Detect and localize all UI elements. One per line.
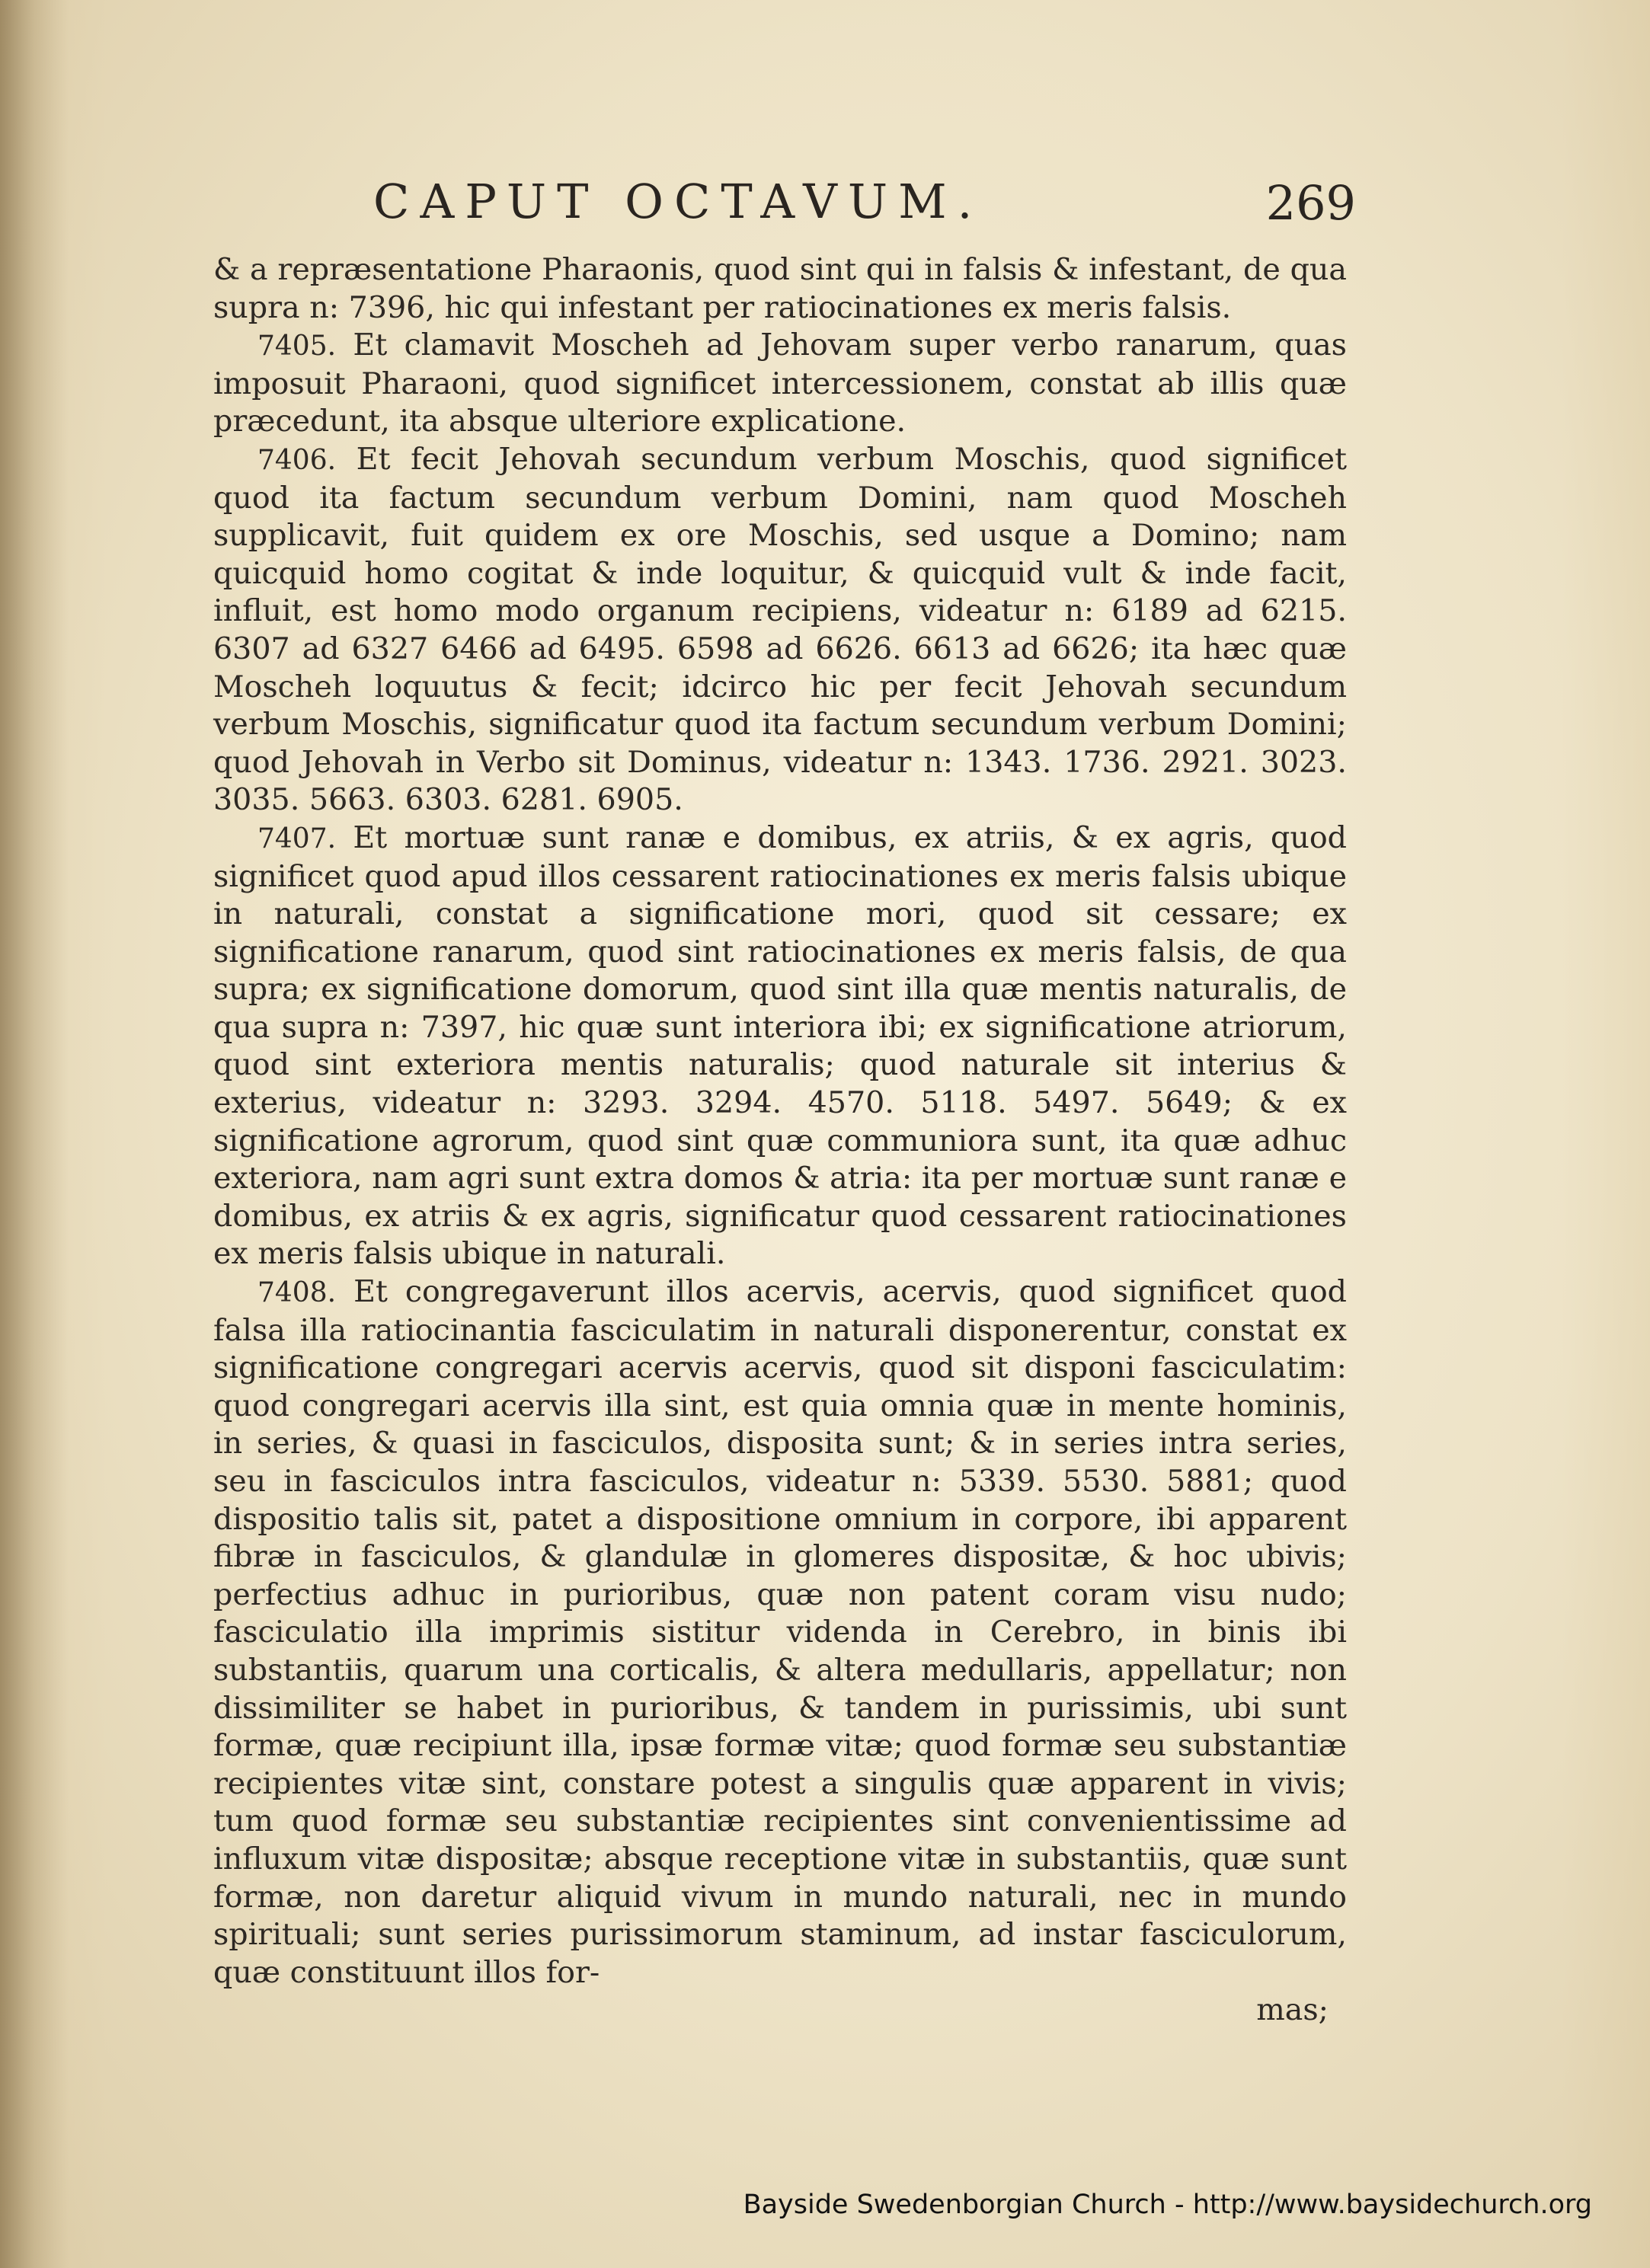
- paragraph-text: Et fecit Jehovah secundum verbum Moschis, quod significet quod ita factum secundum verbum Domini, nam quod Moscheh supplicavit, fuit quidem ex ore Moschis, sed usque a Domino; nam quicquid homo cogitat & inde loquitur, & quicquid vult & inde facit, influit, est homo modo organum recipiens, videatur n: 6189 ad 6215. 6307 ad 6327 6466 ad 6495. 6598 ad 6626. 6613 ad 6626; ita hæc quæ Moscheh loquutus & fecit; idcirco hic per fecit Jehovah secundum verbum Moschis, significatur quod ita factum secundum verbum Domini; quod Jehovah in Verbo sit Dominus, videatur n: 1343. 1736. 2921. 3023. 3035. 5663. 6303. 6281. 6905.: [213, 441, 1347, 818]
- running-head: CAPUT OCTAVUM.: [373, 174, 983, 229]
- watermark-credit: Bayside Swedenborgian Church - http://www.baysidechurch.org: [743, 2190, 1592, 2220]
- catchword: mas;: [1256, 1992, 1329, 2028]
- paragraph-7407: [213, 819, 1347, 1273]
- paragraph-number: 7407.: [257, 823, 337, 854]
- page-number: 269: [1265, 175, 1356, 231]
- body-text: [213, 251, 1347, 2030]
- paragraph-7405: [213, 327, 1347, 441]
- binding-shadow: [0, 0, 69, 2268]
- paragraph-text: Et mortuæ sunt ranæ e domibus, ex atriis, & ex agris, quod significet quod apud illos cessarent ratiocinationes ex meris falsis ubique in naturali, constat a significatione mori, quod sit cessare; ex significatione ranarum, quod sint ratiocinationes ex meris falsis, de qua supra; ex significatione domorum, quod sint illa quæ mentis naturalis, de qua supra n: 7397, hic quæ sunt interiora ibi; ex significatione atriorum, quod sint exteriora mentis naturalis; quod naturale sit interius & exterius, videatur n: 3293. 3294. 4570. 5118. 5497. 5649; & ex significatione agrorum, quod sint quæ communiora sunt, ita quæ adhuc exteriora, nam agri sunt extra domos & atria: ita per mortuæ sunt ranæ e domibus, ex atriis & ex agris, significatur quod cessarent ratiocinationes ex meris falsis ubique in naturali.: [213, 819, 1347, 1272]
- page-header: [373, 174, 1356, 242]
- paragraph-number: 7406.: [257, 444, 337, 476]
- paragraph-number: 7408.: [257, 1277, 337, 1309]
- paragraph-text: & a repræsentatione Pharaonis, quod sint qui in falsis & infestant, de qua supra n: 7396, hic qui infestant per ratiocinationes ex meris falsis.: [213, 252, 1347, 325]
- paragraph-text: Et clamavit Moscheh ad Jehovam super verbo ranarum, quas imposuit Pharaoni, quod significet intercessionem, constat ab illis quæ præcedunt, ita absque ulteriore explicatione.: [213, 327, 1347, 439]
- paragraph-number: 7405.: [257, 331, 337, 363]
- paragraph-7406: [213, 441, 1347, 819]
- paragraph-7408: [213, 1273, 1347, 1992]
- paragraph-continuation: [213, 251, 1347, 327]
- paragraph-text: Et congregaverunt illos acervis, acervis, quod significet quod falsa illa ratiocinantia fasciculatim in naturali disponerentur, constat ex significatione congregari acervis acervis, quod sit disponi fasciculatim: quod congregari acervis illa sint, est quia omnia quæ in mente hominis, in series, & quasi in fasciculos, disposita sunt; & in series intra series, seu in fasciculos intra fasciculos, videatur n: 5339. 5530. 5881; quod dispositio talis sit, patet a dispositione omnium in corpore, ibi apparent fibræ in fasciculos, & glandulæ in glomeres dispositæ, & hoc ubivis; perfectius adhuc in purioribus, quæ non patent coram visu nudo; fasciculatio illa imprimis sistitur videnda in Cerebro, in binis ibi substantiis, quarum una corticalis, & altera medullaris, appellatur; non dissimiliter se habet in purioribus, & tandem in purissimis, ubi sunt formæ, quæ recipiunt illa, ipsæ formæ vitæ; quod formæ seu substantiæ recipientes vitæ sint, constare potest a singulis quæ apparent in vivis; tum quod formæ seu substantiæ recipientes sint convenientissime ad influxum vitæ dispositæ; absque receptione vitæ in substantiis, quæ sunt formæ, non daretur aliquid vivum in mundo naturali, nec in mundo spirituali; sunt series purissimorum staminum, ad instar fasciculorum, quæ constituunt illos for-: [213, 1274, 1347, 1990]
